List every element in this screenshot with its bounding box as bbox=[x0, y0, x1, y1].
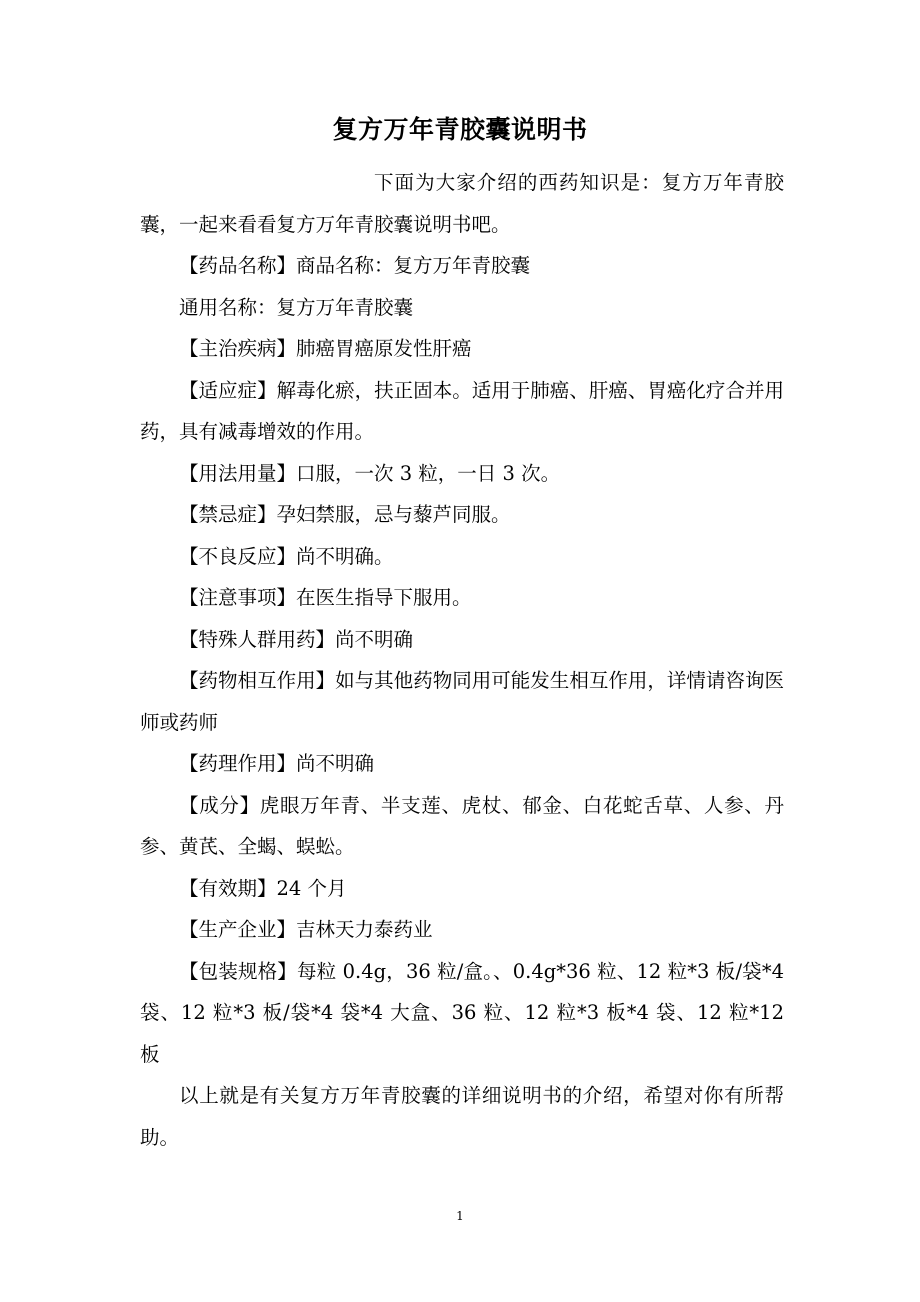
indications-paragraph: 【适应症】解毒化瘀，扶正固本。适用于肺癌、肝癌、胃癌化疗合并用药，具有减毒增效的作用。 bbox=[140, 378, 784, 443]
drug-name-paragraph: 【药品名称】商品名称：复方万年青胶囊 bbox=[179, 254, 531, 277]
ingredients-paragraph: 【成分】虎眼万年青、半支莲、虎杖、郁金、白花蛇舌草、人参、丹参、黄芪、全蝎、蜈蚣。 bbox=[140, 793, 784, 858]
dosage-paragraph: 【用法用量】口服，一次 3 粒，一日 3 次。 bbox=[179, 461, 561, 485]
precautions-paragraph: 【注意事项】在医生指导下服用。 bbox=[179, 586, 472, 609]
pharmacology-paragraph: 【药理作用】尚不明确 bbox=[179, 752, 375, 775]
generic-name-paragraph: 通用名称：复方万年青胶囊 bbox=[179, 295, 414, 319]
document-body bbox=[140, 162, 784, 1158]
intro-paragraph: 下面为大家介绍的西药知识是：复方万年青胶囊，一起来看看复方万年青胶囊说明书吧。 bbox=[140, 171, 784, 236]
manufacturer-paragraph: 【生产企业】吉林天力泰药业 bbox=[179, 918, 433, 941]
main-diseases-paragraph: 【主治疾病】肺癌胃癌原发性肝癌 bbox=[179, 337, 472, 360]
document-title: 复方万年青胶囊说明书 bbox=[332, 115, 588, 144]
shelf-life-paragraph: 【有效期】24 个月 bbox=[179, 876, 347, 900]
drug-interactions-paragraph: 【药物相互作用】如与其他药物同用可能发生相互作用，详情请咨询医师或药师 bbox=[140, 669, 784, 734]
contraindications-paragraph: 【禁忌症】孕妇禁服，忌与藜芦同服。 bbox=[179, 503, 511, 526]
closing-paragraph: 以上就是有关复方万年青胶囊的详细说明书的介绍，希望对你有所帮助。 bbox=[140, 1084, 784, 1149]
adverse-reactions-paragraph: 【不良反应】尚不明确。 bbox=[179, 544, 394, 568]
packaging-paragraph: 【包装规格】每粒 0.4g，36 粒/盒。、0.4g*36 粒、12 粒*3 板/袋*4 袋、12 粒*3 板/袋*4 袋*4 大盒、36 粒、12 粒*3 板*4 袋、12 粒*12 板 bbox=[140, 959, 784, 1066]
special-populations-paragraph: 【特殊人群用药】尚不明确 bbox=[179, 627, 414, 651]
page-number: 1 bbox=[456, 1209, 464, 1223]
